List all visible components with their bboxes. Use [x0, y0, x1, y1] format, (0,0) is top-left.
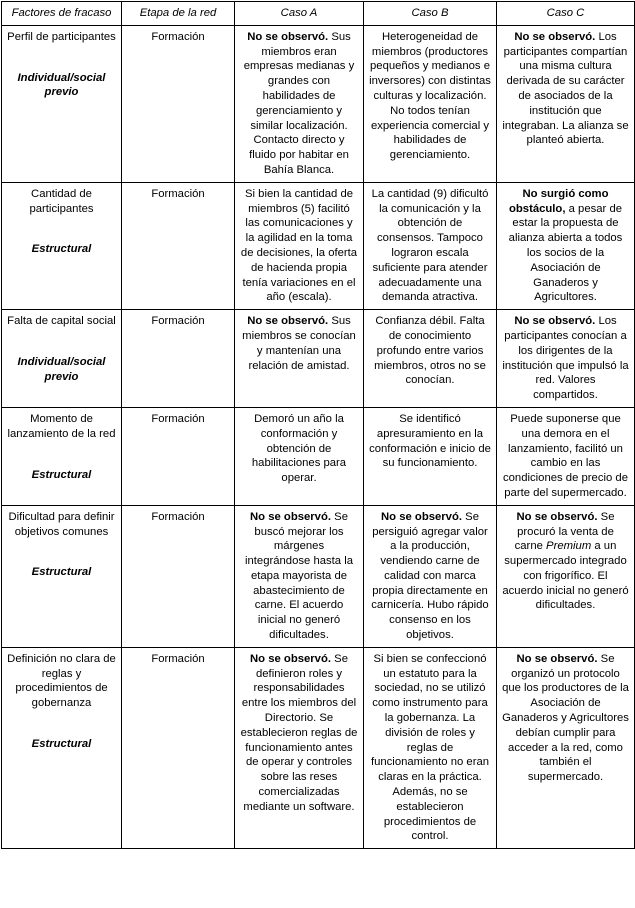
- caso-c-cell: [497, 25, 635, 182]
- caso-a-text: Se buscó mejorar los márgenes integrándose hasta la etapa mayorista de abastecimiento de carne. El acuerdo inicial no generó dificultades.: [244, 510, 354, 642]
- caso-c-text: Se organizó un protocolo que los productores de la Asociación de Ganaderos y Agricultores debían cumplir para acceder a la red, como también el supermercado.: [502, 652, 629, 784]
- caso-a-lead: No se observó.: [250, 510, 332, 523]
- caso-c-text-1: Se procuró la venta de carne: [514, 510, 615, 553]
- caso-b-text: Se persiguió agregar valor a la producción, vendiendo carne de calidad con marca propia directamente en carnicería. Hubo rápido consenso en los objetivos.: [371, 510, 489, 642]
- caso-c-cell: [497, 505, 635, 647]
- stage-cell: Formación: [122, 407, 235, 505]
- factor-name: Perfil de participantes: [7, 30, 116, 43]
- factor-name: Momento de lanzamiento de la red: [7, 412, 116, 440]
- caso-a-lead: No se observó.: [247, 315, 329, 328]
- stage-cell: Formación: [122, 25, 235, 182]
- caso-c-lead: No se observó.: [516, 510, 598, 523]
- factor-cell: [2, 505, 122, 647]
- table-row: [2, 647, 635, 848]
- factor-cell: [2, 310, 122, 408]
- column-header-caso-c: Caso C: [497, 2, 635, 26]
- caso-a-cell: [235, 647, 364, 848]
- caso-c-text: Los participantes compartían una misma cultura derivada de su carácter de asociados de la institución que integraban. La alianza se planteó abierta.: [502, 30, 629, 147]
- factor-type: Estructural: [31, 738, 92, 751]
- factor-name: Definición no clara de reglas y procedimientos de gobernanza: [7, 652, 116, 710]
- table-row: [2, 310, 635, 408]
- table-row: [2, 505, 635, 647]
- failure-factors-table-container: [0, 1, 635, 849]
- caso-b-text: Confianza débil. Falta de conocimiento profundo entre varios miembros, otros no se conocían.: [374, 315, 486, 387]
- failure-factors-table: [1, 1, 635, 849]
- caso-a-cell: [235, 505, 364, 647]
- factor-cell: [2, 407, 122, 505]
- caso-c-cell: [497, 182, 635, 309]
- column-header-caso-b: Caso B: [364, 2, 497, 26]
- caso-a-lead: No se observó.: [250, 652, 332, 665]
- caso-c-lead: No surgió como obstáculo,: [508, 187, 609, 215]
- factor-cell: [2, 647, 122, 848]
- caso-b-cell: [364, 310, 497, 408]
- factor-type: Individual/social previo: [17, 71, 106, 99]
- column-header-caso-a: Caso A: [235, 2, 364, 26]
- caso-b-text: Heterogeneidad de miembros (productores pequeños y medianos e inversores) con distintas culturas y localización. No todos tenían experiencia comercial y habilidades de gerenciamiento.: [369, 30, 491, 162]
- stage-cell: Formación: [122, 182, 235, 309]
- caso-c-text: Puede suponerse que una demora en el lanzamiento, facilitó un cambio en las condiciones de precio de parte del supermercado.: [503, 412, 628, 499]
- caso-b-text: Se identificó apresuramiento en la conformación e inicio de su funcionamiento.: [369, 412, 491, 470]
- table-row: [2, 407, 635, 505]
- caso-b-cell: [364, 182, 497, 309]
- caso-a-cell: [235, 310, 364, 408]
- factor-name: Dificultad para definir objetivos comunes: [8, 510, 115, 538]
- caso-c-cell: [497, 310, 635, 408]
- factor-cell: [2, 25, 122, 182]
- caso-b-text: La cantidad (9) dificultó la comunicación y la obtención de consensos. Tampoco lograron escala suficiente para atender adecuadamente una demanda atractiva.: [371, 187, 489, 304]
- caso-b-cell: [364, 407, 497, 505]
- stage-cell: Formación: [122, 647, 235, 848]
- table-body: [2, 25, 635, 848]
- caso-b-lead: No se observó.: [381, 510, 463, 523]
- caso-c-emphasis: Premium: [546, 540, 592, 553]
- caso-b-text: Si bien se confeccionó un estatuto para la sociedad, no se utilizó como instrumento para la gobernanza. La división de roles y reglas de funcionamiento no eran claras en la práctica. Además, no se establecieron procedimientos de control.: [370, 652, 490, 843]
- caso-a-text: Demoró un año la conformación y obtención de habilitaciones para operar.: [251, 412, 347, 485]
- caso-a-text: Si bien la cantidad de miembros (5) facilitó las comunicaciones y la agilidad en la toma de decisiones, la oferta de hacienda propia tenía variaciones en el año (escala).: [240, 187, 358, 304]
- factor-name: Falta de capital social: [7, 315, 116, 328]
- factor-type: Individual/social previo: [17, 355, 106, 383]
- caso-c-cell: [497, 647, 635, 848]
- caso-c-text-2: a un supermercado integrado con frigorífico. El acuerdo inicial no generó dificultades.: [502, 540, 629, 612]
- caso-c-lead: No se observó.: [514, 30, 596, 43]
- caso-c-text: a pesar de estar la propuesta de alianza abierta a todos los socios de la Asociación de Ganaderos y Agricultores.: [508, 202, 623, 304]
- caso-c-text: Los participantes conocían a los dirigentes de la institución que impulsó la red. Valores compartidos.: [502, 315, 629, 402]
- caso-a-cell: [235, 407, 364, 505]
- table-header-row: [2, 2, 635, 26]
- table-row: [2, 25, 635, 182]
- caso-b-cell: [364, 25, 497, 182]
- caso-a-text: Sus miembros se conocían y mantenían una relación de amistad.: [242, 315, 356, 372]
- column-header-factores: Factores de fracaso: [2, 2, 122, 26]
- stage-cell: Formación: [122, 310, 235, 408]
- caso-a-lead: No se observó.: [247, 30, 329, 43]
- caso-a-text: Sus miembros eran empresas medianas y grandes con habilidades de gerenciamiento y similar localización. Contacto directo y fluido por habitar en Bahía Blanca.: [243, 30, 355, 176]
- factor-type: Estructural: [31, 468, 92, 481]
- caso-a-text: Se definieron roles y responsabilidades entre los miembros del Directorio. Se establecieron reglas de funcionamiento antes de operar y controles sobre las reses comercializadas mediante un software.: [240, 652, 358, 813]
- caso-a-cell: [235, 25, 364, 182]
- caso-c-cell: [497, 407, 635, 505]
- caso-c-lead: No se observó.: [516, 652, 598, 665]
- factor-name: Cantidad de participantes: [29, 187, 94, 215]
- caso-a-cell: [235, 182, 364, 309]
- factor-type: Estructural: [31, 566, 92, 579]
- stage-cell: Formación: [122, 505, 235, 647]
- caso-c-lead: No se observó.: [514, 315, 596, 328]
- column-header-etapa: Etapa de la red: [122, 2, 235, 26]
- factor-cell: [2, 182, 122, 309]
- factor-type: Estructural: [31, 243, 92, 256]
- caso-b-cell: [364, 647, 497, 848]
- table-row: [2, 182, 635, 309]
- caso-b-cell: [364, 505, 497, 647]
- table-header: [2, 2, 635, 26]
